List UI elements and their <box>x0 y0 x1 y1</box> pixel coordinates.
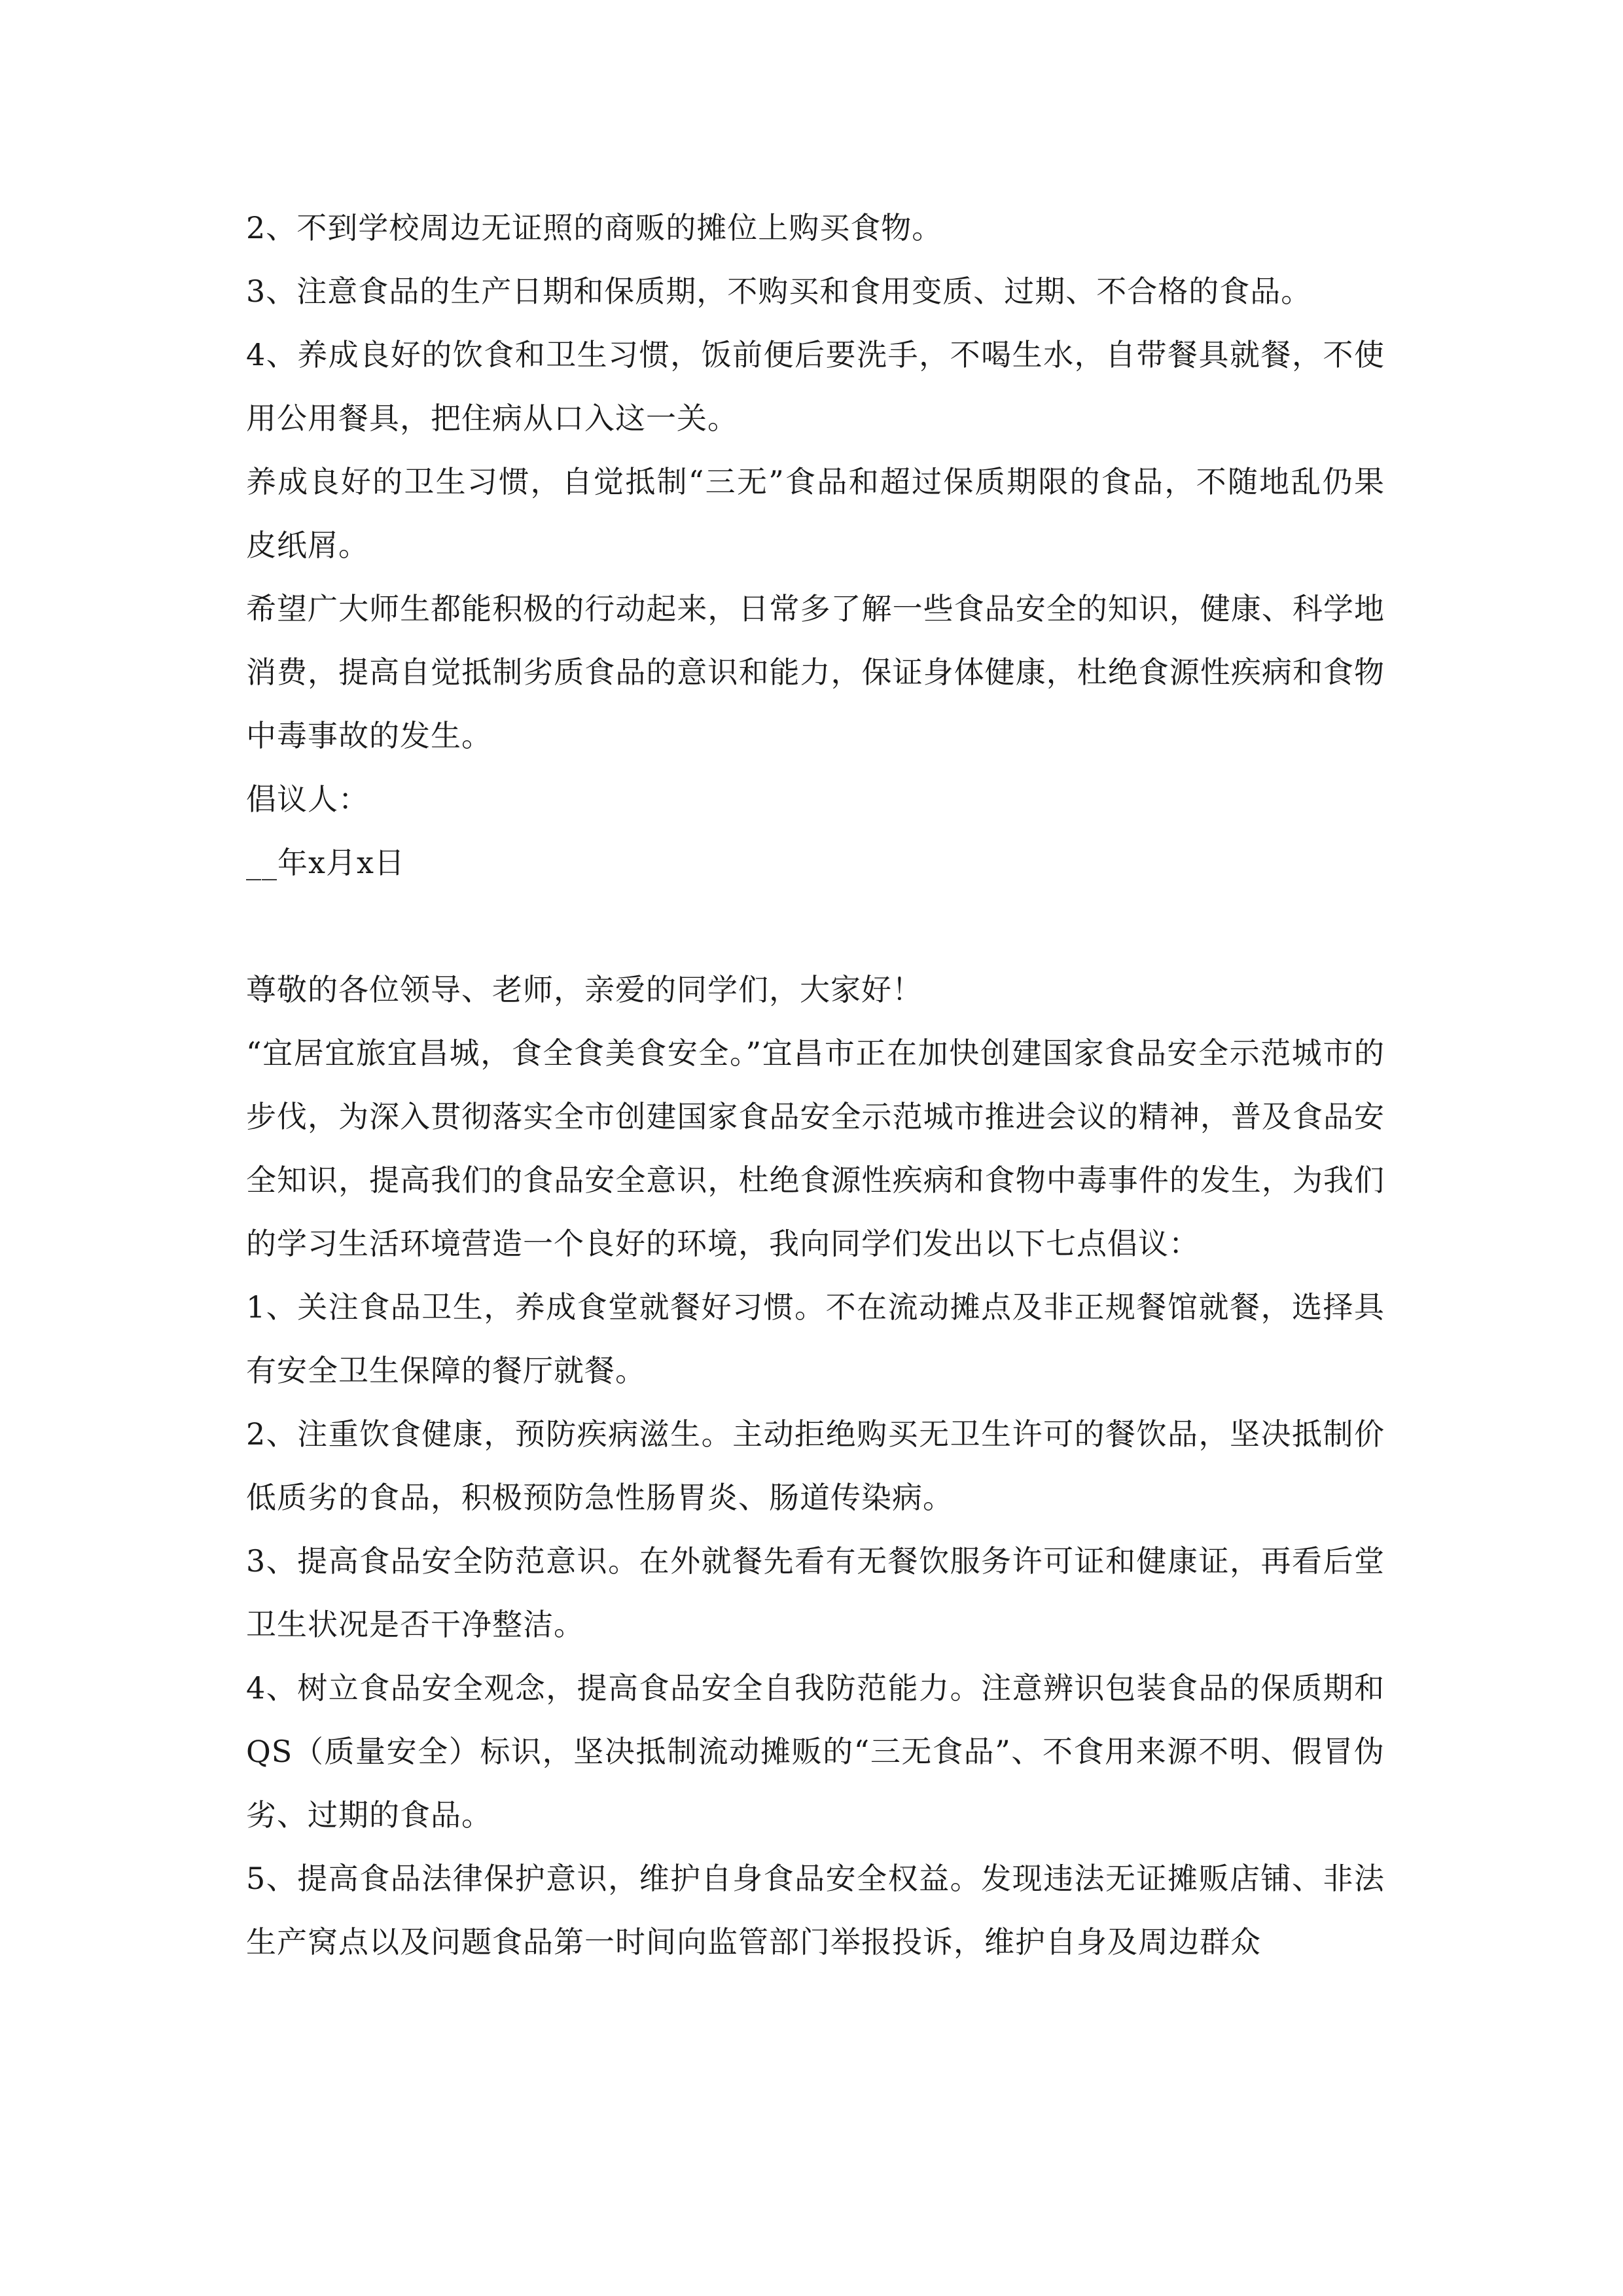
paragraph-hygiene-habits: 养成良好的卫生习惯，自觉抵制“三无”食品和超过保质期限的食品，不随地乱仍果皮纸屑。 <box>246 464 1385 563</box>
intro-paragraph: “宜居宜旅宜昌城，食全食美食安全。”宜昌市正在加快创建国家食品安全示范城市的步伐，为深入贯彻落实全市创建国家食品安全示范城市推进会议的精神，普及食品安全知识，提高我们的食品安全意识，杜绝食源性疾病和食物中毒事件的发生，为我们的学习生活环境营造一个良好的环境，我向同学们发出以下七点倡议： <box>246 1035 1385 1261</box>
section-divider <box>246 895 1385 958</box>
paragraph-item-2: 2、不到学校周边无证照的商贩的摊位上购买食物。 <box>246 210 943 245</box>
date-line: __年x月x日 <box>246 845 405 880</box>
proposal-item-3: 3、提高食品安全防范意识。在外就餐先看有无餐饮服务许可证和健康证，再看后堂卫生状况是否干净整洁。 <box>246 1543 1385 1642</box>
proposal-item-4: 4、树立食品安全观念，提高食品安全自我防范能力。注意辨识包装食品的保质期和QS（质量安全）标识，坚决抵制流动摊贩的“三无食品”、不食用来源不明、假冒伪劣、过期的食品。 <box>246 1670 1385 1833</box>
paragraph-item-3: 3、注意食品的生产日期和保质期，不购买和食用变质、过期、不合格的食品。 <box>246 274 1312 309</box>
proposal-item-2: 2、注重饮食健康，预防疾病滋生。主动拒绝购买无卫生许可的餐饮品，坚决抵制价低质劣的食品，积极预防急性肠胃炎、肠道传染病。 <box>246 1416 1385 1515</box>
paragraph-item-4: 4、养成良好的饮食和卫生习惯，饭前便后要洗手，不喝生水，自带餐具就餐，不使用公用餐具，把住病从口入这一关。 <box>246 337 1385 436</box>
proposal-item-1: 1、关注食品卫生，养成食堂就餐好习惯。不在流动摊点及非正规餐馆就餐，选择具有安全卫生保障的餐厅就餐。 <box>246 1289 1385 1388</box>
document-body <box>246 196 1385 1974</box>
proposal-item-5: 5、提高食品法律保护意识，维护自身食品安全权益。发现违法无证摊贩店铺、非法生产窝点以及问题食品第一时间向监管部门举报投诉，维护自身及周边群众 <box>246 1861 1385 1960</box>
greeting: 尊敬的各位领导、老师，亲爱的同学们，大家好！ <box>246 972 923 1007</box>
paragraph-hope: 希望广大师生都能积极的行动起来，日常多了解一些食品安全的知识，健康、科学地消费，提高自觉抵制劣质食品的意识和能力，保证身体健康，杜绝食源性疾病和食物中毒事故的发生。 <box>246 591 1385 753</box>
signature-label: 倡议人： <box>246 781 369 817</box>
